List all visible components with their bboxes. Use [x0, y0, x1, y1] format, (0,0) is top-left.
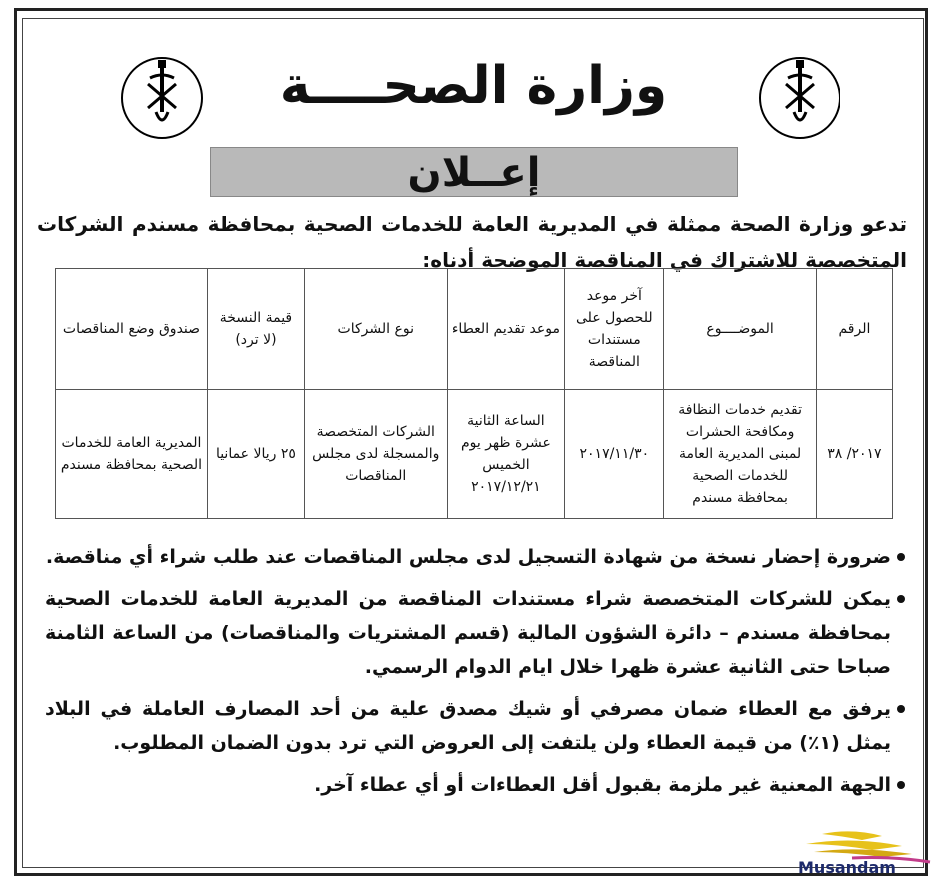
table-header-row	[56, 269, 893, 390]
cell-last-date: ٢٠١٧/١١/٣٠	[565, 390, 664, 519]
header-company-type: نوع الشركات	[304, 269, 447, 390]
announcement-title: إعــلان	[210, 147, 738, 197]
header-box: صندوق وضع المناقصات	[56, 269, 208, 390]
header-subject: الموضــــوع	[664, 269, 816, 390]
bullet-icon	[897, 595, 905, 603]
tender-table	[55, 268, 893, 519]
header-number: الرقم	[816, 269, 892, 390]
cell-price: ٢٥ ريالا عمانيا	[207, 390, 304, 519]
list-item: يرفق مع العطاء ضمان مصرفي أو شيك مصدق علية من أحد المصارف العاملة في البلاد يمثل (١٪) من قيمة العطاء ولن يلتفت إلى العروض التي ترد بدون الضمان المطلوب.	[45, 692, 905, 760]
cell-subject: تقديم خدمات النظافة ومكافحة الحشرات لمبنى المديرية العامة للخدمات الصحية بمحافظة مسندم	[664, 390, 816, 519]
list-item: الجهة المعنية غير ملزمة بقبول أقل العطاءات أو أي عطاء آخر.	[45, 768, 905, 802]
table-row	[56, 390, 893, 519]
header-bid-time: موعد تقديم العطاء	[447, 269, 565, 390]
cell-company-type: الشركات المتخصصة والمسجلة لدى مجلس المناقصات	[304, 390, 447, 519]
list-item: يمكن للشركات المتخصصة شراء مستندات المناقصة من المديرية العامة للخدمات الصحية بمحافظة مسندم – دائرة الشؤون المالية (قسم المشتريات والمناقصات) من الساعة الثامنة صباحا حتى الثانية عشرة ظهرا خلال ايام الدوام الرسمي.	[45, 582, 905, 684]
bullet-icon	[897, 553, 905, 561]
header-last-date: آخر موعد للحصول على مستندات المناقصة	[565, 269, 664, 390]
list-item: ضرورة إحضار نسخة من شهادة التسجيل لدى مجلس المناقصات عند طلب شراء أي مناقصة.	[45, 540, 905, 574]
header-price: قيمة النسخة (لا ترد)	[207, 269, 304, 390]
bullet-icon	[897, 781, 905, 789]
bullet-icon	[897, 705, 905, 713]
ministry-title: وزارة الصحــــة	[279, 56, 668, 116]
cell-bid-time: الساعة الثانية عشرة ظهر يوم الخميس ٢٠١٧/١٢/٢١	[447, 390, 565, 519]
conditions-list	[45, 540, 905, 810]
cell-box: المديرية العامة للخدمات الصحية بمحافظة مسندم	[56, 390, 208, 519]
watermark-text: Musandam	[798, 858, 896, 877]
intro-paragraph: تدعو وزارة الصحة ممثلة في المديرية العامة للخدمات الصحية بمحافظة مسندم الشركات المتخصصة للاشتراك في المناقصة الموضحة أدناه:	[37, 212, 907, 272]
cell-number: ٢٠١٧/ ٣٨	[816, 390, 892, 519]
